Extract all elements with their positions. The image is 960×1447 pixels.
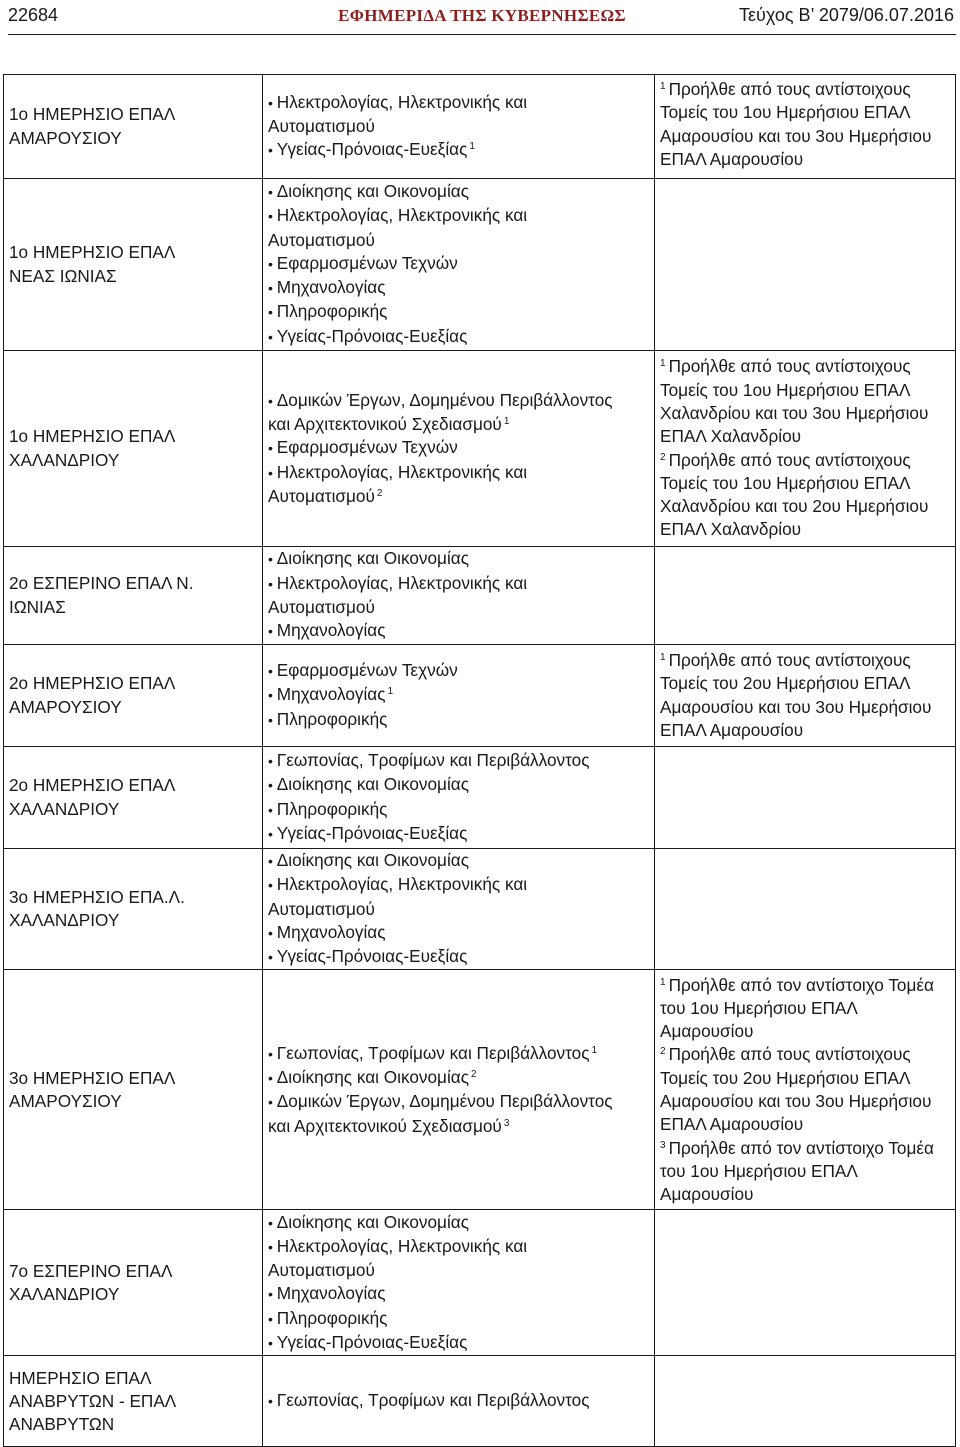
notes-cell [655,75,956,179]
note-line [660,1020,950,1043]
note-text: Προήλθε από τους αντίστοιχους [668,649,911,670]
note-line [660,148,950,171]
school-name-line: 2ο ΗΜΕΡΗΣΙΟ ΕΠΑΛ [9,775,176,796]
notes-cell [655,1210,956,1356]
footnote-marker: 2 [660,1046,666,1058]
school-name-line: ΑΝΑΒΡΥΤΩΝ - ΕΠΑΛ [9,1390,177,1411]
note-line [660,1090,950,1113]
page-header [8,0,956,32]
header-divider [8,34,956,35]
note-line [660,518,950,541]
sector-text: Γεωπονίας, Τροφίμων και Περιβάλλοντος [276,1390,590,1411]
sector-text: και Αρχιτεκτονικού Σχεδιασμού [268,1115,502,1136]
footnote-marker: 1 [660,651,666,663]
sector-line [268,619,649,643]
sector-line [268,1042,649,1066]
note-line [660,1043,950,1066]
sector-text: Αυτοματισμού [268,485,375,506]
notes-cell [655,970,956,1210]
note-line [660,425,950,448]
note-line [660,449,950,472]
sector-line [268,1282,649,1306]
school-name-cell [4,75,263,179]
schools-table [3,74,956,1447]
school-name-line: ΝΕΑΣ ΙΩΝΙΑΣ [9,265,117,286]
sector-text: Αυτοματισμού [268,1260,375,1281]
sector-line [268,180,649,204]
footnote-marker: 3 [503,1117,510,1129]
footnote-marker: 1 [660,81,666,92]
sector-line [268,229,649,252]
school-name-line: 2ο ΗΜΕΡΗΣΙΟ ΕΠΑΛ [9,673,176,694]
sector-line [268,898,649,921]
sector-line [268,1235,649,1259]
notes-cell [655,747,956,849]
note-line [660,719,950,742]
table-row [4,747,956,849]
school-name-line: 1ο ΗΜΕΡΗΣΙΟ ΕΠΑΛ [9,104,176,125]
sector-text: Ηλεκτρολογίας, Ηλεκτρονικής και [276,461,528,482]
sectors-cell [263,747,655,849]
sector-text: Πληροφορικής [276,708,388,729]
school-name-line: 2ο ΕΣΠΕΡΙΝΟ ΕΠΑΛ Ν. [9,573,194,594]
sector-line [268,91,649,115]
sectors-cell [263,970,655,1210]
note-text: Προήλθε από τον αντίστοιχο Τομέα [668,1137,934,1158]
sector-text: Εφαρμοσμένων Τεχνών [276,252,458,273]
sector-text: Μηχανολογίας [276,1283,386,1304]
sector-text: Δομικών Έργων, Δομημένου Περιβάλλοντος [276,1091,613,1112]
sector-line [268,413,649,436]
sector-text: Γεωπονίας, Τροφίμων και Περιβάλλοντος [276,749,590,770]
sector-text: Ηλεκτρολογίας, Ηλεκτρονικής και [276,1235,528,1256]
note-text: Αμαρουσίου [660,1184,754,1205]
table-row [4,75,956,179]
school-name-line: ΑΜΑΡΟΥΣΙΟΥ [9,696,122,717]
note-line [660,355,950,378]
school-name-cell [4,1356,263,1447]
school-name-line: ΧΑΛΑΝΔΡΙΟΥ [9,449,120,470]
sector-line [268,300,649,324]
note-text: Χαλανδρίου και του 2ου Ημερήσιου [660,496,929,517]
sector-text: Αυτοματισμού [268,229,375,250]
school-name-line: 7ο ΕΣΠΕΡΙΝΟ ΕΠΑΛ [9,1260,173,1281]
note-line [660,974,950,997]
school-name-line: 1ο ΗΜΕΡΗΣΙΟ ΕΠΑΛ [9,242,176,263]
sector-text: και Αρχιτεκτονικού Σχεδιασμού [268,414,502,435]
sector-line [268,1211,649,1235]
footnote-marker: 2 [376,487,383,499]
note-line [660,472,950,495]
note-line [660,495,950,518]
note-line [660,402,950,425]
sector-text: Διοίκησης και Οικονομίας [276,548,469,569]
issue-label: Τεύχος Β’ 2079/06.07.2016 [738,5,954,25]
sector-line [268,749,649,773]
sector-line [268,1115,649,1138]
note-line [660,1137,950,1160]
sector-line [268,325,649,349]
note-text: ΕΠΑΛ Αμαρουσίου [660,719,804,740]
sector-text: Πληροφορικής [276,1307,388,1328]
sector-line [268,1389,649,1413]
table-row [4,970,956,1210]
note-line [660,649,950,672]
note-text: ΕΠΑΛ Αμαρουσίου [660,1114,804,1135]
sector-text: Διοίκησης και Οικονομίας [276,774,469,795]
table-row [4,1210,956,1356]
sector-line [268,1331,649,1355]
sector-text: Μηχανολογίας [276,277,386,298]
school-name-cell [4,970,263,1210]
sector-text: Ηλεκτρολογίας, Ηλεκτρονικής και [276,874,528,895]
note-line [660,672,950,695]
notes-cell [655,849,956,970]
note-text: ΕΠΑΛ Χαλανδρίου [660,519,802,540]
note-text: Χαλανδρίου και του 3ου Ημερήσιου [660,402,929,423]
school-name-line: 3ο ΗΜΕΡΗΣΙΟ ΕΠΑΛ [9,1067,176,1088]
sectors-cell [263,351,655,547]
sector-line [268,572,649,596]
sector-text: Μηχανολογίας [276,921,386,942]
sector-text: Ηλεκτρολογίας, Ηλεκτρονικής και [276,572,528,593]
sector-line [268,115,649,138]
note-text: Τομείς του 2ου Ημερήσιου ΕΠΑΛ [660,1067,911,1088]
sectors-cell [263,645,655,747]
sector-line [268,773,649,797]
sectors-cell [263,179,655,351]
sector-text: Πληροφορικής [276,301,388,322]
sector-text: Αυτοματισμού [268,597,375,617]
footnote-marker: 1 [660,976,666,988]
school-name-cell [4,1210,263,1356]
sector-line [268,945,649,969]
note-text: ΕΠΑΛ Χαλανδρίου [660,426,802,447]
sector-text: Εφαρμοσμένων Τεχνών [276,437,458,458]
table-row [4,849,956,970]
school-name-cell [4,747,263,849]
school-name-line: ΑΜΑΡΟΥΣΙΟΥ [9,1090,122,1111]
note-text: Προήλθε από τους αντίστοιχους [668,79,911,99]
school-name-line: ΑΜΑΡΟΥΣΙΟΥ [9,127,122,148]
sector-line [268,683,649,707]
sectors-cell [263,75,655,179]
sector-line [268,659,649,683]
sector-text: Υγείας-Πρόνοιας-Ευεξίας [276,946,468,967]
sector-text: Διοίκησης και Οικονομίας [276,180,469,201]
note-text: του 1ου Ημερήσιου ΕΠΑΛ [660,1160,858,1181]
sector-line [268,596,649,619]
note-line [660,78,950,101]
school-name-line: ΧΑΛΑΝΔΡΙΟΥ [9,798,120,819]
note-line [660,1113,950,1136]
footnote-marker: 3 [660,1139,666,1151]
note-line [660,379,950,402]
sector-text: Διοίκησης και Οικονομίας [276,1067,469,1088]
sector-line [268,276,649,300]
school-name-line: 3ο ΗΜΕΡΗΣΙΟ ΕΠΑ.Λ. [9,886,185,907]
school-name-line: ΙΩΝΙΑΣ [9,596,66,617]
sector-line [268,204,649,228]
sector-text: Πληροφορικής [276,798,388,819]
note-line [660,696,950,719]
table-row [4,547,956,645]
footnote-marker: 1 [503,416,510,428]
sector-line [268,138,649,162]
table-row [4,179,956,351]
note-line [660,1160,950,1183]
school-name-cell [4,179,263,351]
note-text: Προήλθε από τον αντίστοιχο Τομέα [668,974,934,995]
sector-text: Αυτοματισμού [268,115,375,136]
footnote-marker: 1 [469,141,475,153]
sector-text: Μηχανολογίας [276,620,386,641]
gazette-title: ΕΦΗΜΕΡΙΔΑ ΤΗΣ ΚΥΒΕΡΝΗΣΕΩΣ [338,6,626,25]
sector-text: Διοίκησης και Οικονομίας [276,1211,469,1232]
sector-line [268,798,649,822]
notes-cell [655,645,956,747]
sectors-cell [263,547,655,645]
school-name-cell [4,351,263,547]
note-text: ΕΠΑΛ Αμαρουσίου [660,148,804,169]
school-name-line: ΧΑΛΑΝΔΡΙΟΥ [9,1283,120,1304]
school-name-cell [4,645,263,747]
notes-cell [655,179,956,351]
footnote-marker: 1 [591,1044,598,1056]
sector-text: Υγείας-Πρόνοιας-Ευεξίας [276,325,468,346]
note-text: Αμαρουσίου και του 3ου Ημερήσιου [660,696,932,717]
table-row [4,351,956,547]
note-text: Προήλθε από τους αντίστοιχους [668,449,911,470]
notes-cell [655,351,956,547]
sector-line [268,873,649,897]
sector-text: Υγείας-Πρόνοιας-Ευεξίας [276,139,468,160]
sector-text: Ηλεκτρολογίας, Ηλεκτρονικής και [276,205,528,226]
notes-cell [655,1356,956,1447]
sector-text: Γεωπονίας, Τροφίμων και Περιβάλλοντος [276,1042,590,1063]
sector-text: Αυτοματισμού [268,898,375,919]
note-text: του 1ου Ημερήσιου ΕΠΑΛ [660,997,858,1018]
sector-text: Υγείας-Πρόνοιας-Ευεξίας [276,1332,468,1353]
sector-line [268,708,649,732]
note-text: Αμαρουσίου [660,1021,754,1042]
note-text: Τομείς του 1ου Ημερήσιου ΕΠΑΛ [660,379,911,400]
sector-text: Υγείας-Πρόνοιας-Ευεξίας [276,822,468,843]
table-row [4,645,956,747]
sector-line [268,485,649,508]
sector-text: Μηχανολογίας [276,684,386,705]
note-text: Προήλθε από τους αντίστοιχους [668,1044,911,1065]
page-number: 22684 [8,5,59,25]
sector-line [268,461,649,485]
school-name-cell [4,547,263,645]
footnote-marker: 1 [660,358,666,370]
note-line [660,997,950,1020]
sectors-cell [263,1210,655,1356]
note-text: Τομείς του 1ου Ημερήσιου ΕΠΑΛ [660,102,911,123]
sector-line [268,389,649,413]
school-name-line: ΗΜΕΡΗΣΙΟ ΕΠΑΛ [9,1367,152,1388]
sector-line [268,252,649,276]
footnote-marker: 2 [660,451,666,463]
sector-line [268,1307,649,1331]
school-name-line: 1ο ΗΜΕΡΗΣΙΟ ΕΠΑΛ [9,426,176,447]
sector-line [268,1090,649,1114]
note-text: Τομείς του 2ου Ημερήσιου ΕΠΑΛ [660,673,911,694]
sector-line [268,921,649,945]
sector-line [268,547,649,571]
sectors-cell [263,1356,655,1447]
table-row [4,1356,956,1447]
note-line [660,1067,950,1090]
school-name-cell [4,849,263,970]
sector-line [268,436,649,460]
note-text: Αμαρουσίου και του 3ου Ημερήσιου [660,125,932,146]
sector-text: Δομικών Έργων, Δομημένου Περιβάλλοντος [276,389,613,410]
sector-line [268,822,649,846]
sector-line [268,849,649,873]
footnote-marker: 2 [471,1069,477,1081]
sector-line [268,1066,649,1090]
note-text: Τομείς του 1ου Ημερήσιου ΕΠΑΛ [660,472,911,493]
note-text: Προήλθε από τους αντίστοιχους [668,356,911,377]
sector-text: Ηλεκτρολογίας, Ηλεκτρονικής και [276,91,528,112]
sector-text: Διοίκησης και Οικονομίας [276,850,469,870]
sector-text: Εφαρμοσμένων Τεχνών [276,660,458,681]
school-name-line: ΑΝΑΒΡΥΤΩΝ [9,1414,115,1435]
note-line [660,1183,950,1206]
notes-cell [655,547,956,645]
school-name-line: ΧΑΛΑΝΔΡΙΟΥ [9,910,120,931]
note-text: Αμαρουσίου και του 3ου Ημερήσιου [660,1090,932,1111]
sectors-cell [263,849,655,970]
note-line [660,101,950,124]
sector-line [268,1259,649,1282]
note-line [660,125,950,148]
footnote-marker: 1 [387,686,394,698]
